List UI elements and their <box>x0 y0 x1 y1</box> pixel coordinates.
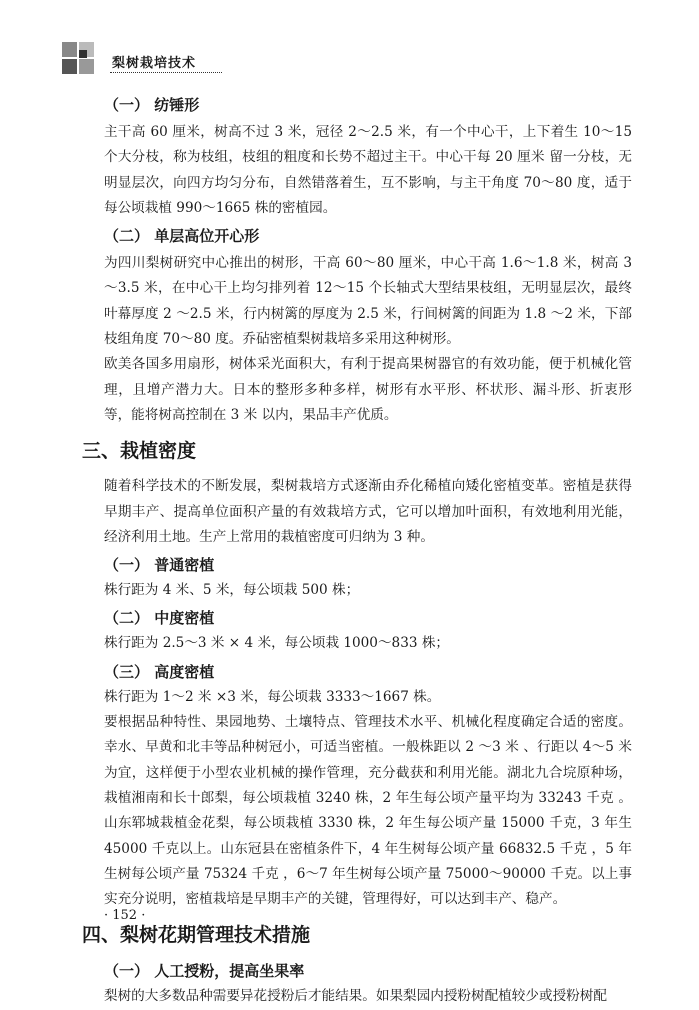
section-heading: （一） 人工授粉，提高坐果率 <box>104 962 305 981</box>
section-heading: （二） 单层高位开心形 <box>104 227 260 246</box>
header-logo-squares-icon <box>62 42 102 78</box>
paragraph: 主干高 60 厘米，树高不过 3 米，冠径 2～2.5 米，有一个中心干，上下着生 10～15 个大分枝，称为枝组，枝组的粗度和长势不超过主干。中心干每 20 厘米 留一分枝，无明显层次，向四方均匀分布，自然错落着生，互不影响，与主干角度 70～80 度，适于每公顷栽植 990～1665 株的密植园。 <box>104 124 632 216</box>
paragraph: 要根据品种特性、果园地势、土壤特点、管理技术水平、机械化程度确定合适的密度。幸水、早黄和北丰等品种树冠小，可适当密植。一般株距以 2 ～3 米 、行距以 4～5 米 为宜，这样便于小型农业机械的操作管理，充分截获和利用光能。湖北九合垸原种场，栽植湘南和长十郎梨，每公顷栽植 3240 株，2 年生每公顷产量平均为 33243 千克 。山东郓城栽植金花梨，每公顷栽植 3330 株，2 年生每公顷产量 15000 千克，3 年生 45000 千克以上。山东冠县在密植条件下，4 年生树每公顷产量 66832.5 千克 ，5 年生树每公顷产量 75324 千克 ，6～7 年生树每公顷产量 75000～90000 千克。以上事实充分说明，密植栽培是早期丰产的关键，管理得好，可以达到丰产、稳产。 <box>104 714 632 908</box>
paragraph: 株行距为 2.5～3 米 × 4 米，每公顷栽 1000～833 株； <box>104 635 450 652</box>
paragraph: 欧美各国多用扇形，树体采光面积大，有利于提高果树器官的有效功能，便于机械化管理，且增产潜力大。日本的整形多种多样，树形有水平形、杯状形、漏斗形、折衷形等，能将树高控制在 3 米 以内，果品丰产优质。 <box>104 356 632 423</box>
section-heading: （一） 普通密植 <box>104 556 215 575</box>
section-heading: （一） 纺锤形 <box>104 96 200 114</box>
paragraph: 为四川梨树研究中心推出的树形，干高 60～80 厘米，中心干高 1.6～1.8 米，树高 3～3.5 米，在中心干上均匀排列着 12～15 个长轴式大型结果枝组，无明显层次，最终叶幕厚度 2 ～2.5 米，行内树篱的厚度为 2.5 米，行间树篱的间距为 1.8 ～2 米，下部枝组角度 70～80 度。乔砧密植梨树栽培多采用这种树形。 <box>104 255 632 348</box>
paragraph: 株行距为 1～2 米 ×3 米，每公顷栽 3333～1667 株。 <box>104 688 441 705</box>
section-heading: （三） 高度密植 <box>104 662 215 681</box>
page-number: · 152 · <box>104 908 146 923</box>
header-dotted-rule <box>110 72 222 73</box>
running-header <box>62 42 212 80</box>
running-title: 梨树栽培技术 <box>112 56 197 71</box>
paragraph: 株行距为 4 米、5 米，每公顷栽 500 株； <box>104 582 360 599</box>
section-heading: （二） 中度密植 <box>104 609 215 628</box>
chapter-heading: 三、栽植密度 <box>82 440 197 463</box>
chapter-heading: 四、梨树花期管理技术措施 <box>82 924 311 947</box>
page-body <box>82 92 632 1010</box>
paragraph: 梨树的大多数品种需要异花授粉后才能结果。如果梨园内授粉树配植较少或授粉树配 <box>104 988 607 1005</box>
paragraph: 随着科学技术的不断发展，梨树栽培方式逐渐由乔化稀植向矮化密植变革。密植是获得早期丰产、提高单位面积产量的有效栽培方式，它可以增加叶面积，有效地利用光能，经济利用土地。生产上常用的栽植密度可归纳为 3 种。 <box>104 478 632 545</box>
